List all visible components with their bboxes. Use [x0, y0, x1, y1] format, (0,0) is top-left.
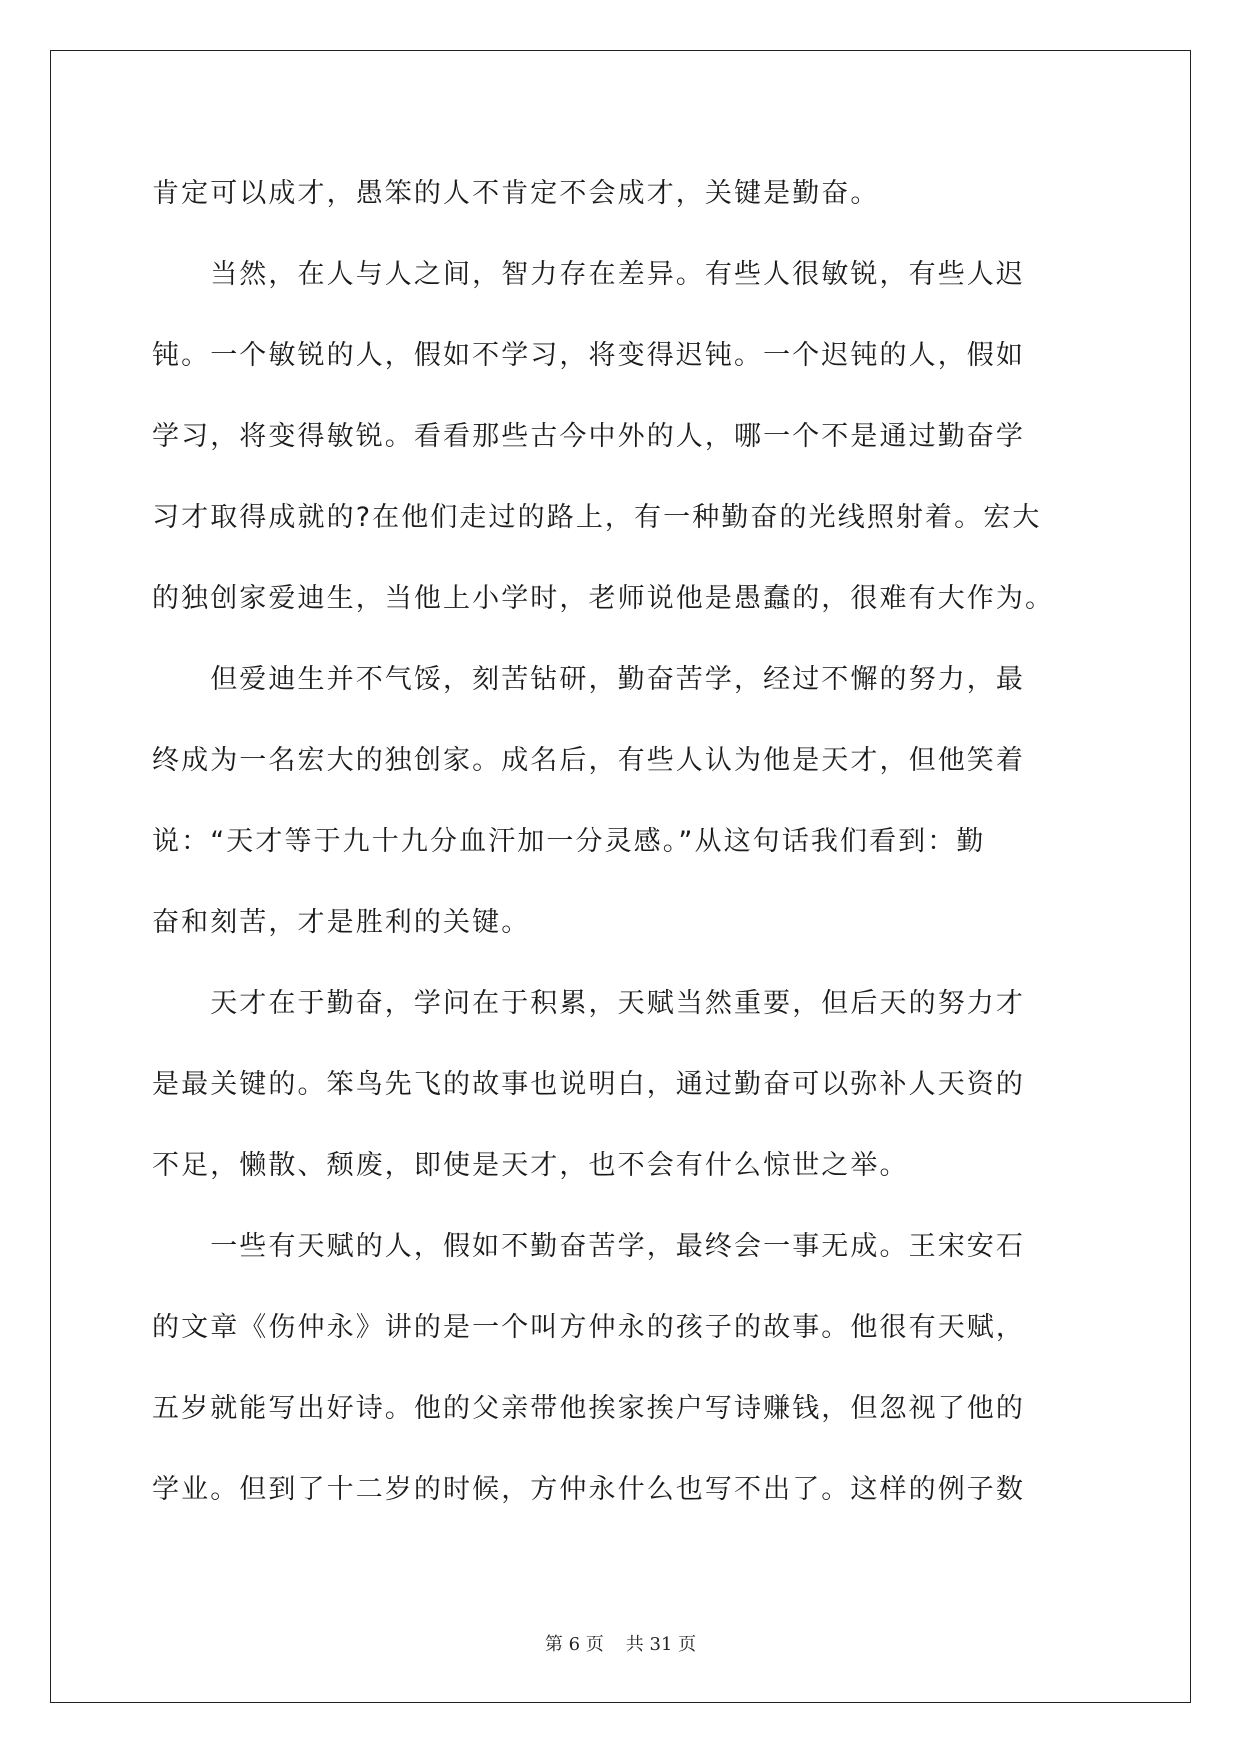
body-line: 天才在于勤奋，学问在于积累，天赋当然重要，但后天的努力才 — [152, 988, 1025, 1019]
body-line: 不足，懒散、颓废，即使是天才，也不会有什么惊世之举。 — [152, 1150, 909, 1181]
body-line: 学习，将变得敏锐。看看那些古今中外的人，哪一个不是通过勤奋学 — [152, 421, 1025, 452]
body-line: 一些有天赋的人，假如不勤奋苦学，最终会一事无成。王宋安石 — [152, 1231, 1025, 1262]
body-line: 五岁就能写出好诗。他的父亲带他挨家挨户写诗赚钱，但忽视了他的 — [152, 1393, 1025, 1424]
body-line: 但爱迪生并不气馁，刻苦钻研，勤奋苦学，经过不懈的努力，最 — [152, 664, 1025, 695]
body-line: 奋和刻苦，才是胜利的关键。 — [152, 907, 531, 938]
page-border — [50, 50, 1191, 1703]
body-line: 的文章《伤仲永》讲的是一个叫方仲永的孩子的故事。他很有天赋， — [152, 1312, 1025, 1343]
page-footer — [0, 1630, 1241, 1656]
page-number: 第 6 页 — [544, 1634, 604, 1655]
body-line: 终成为一名宏大的独创家。成名后，有些人认为他是天才，但他笑着 — [152, 745, 1025, 776]
body-line: 习才取得成就的?在他们走过的路上，有一种勤奋的光线照射着。宏大 — [152, 502, 1042, 533]
body-line: 说：“天才等于九十九分血汗加一分灵感。”从这句话我们看到：勤 — [152, 826, 986, 857]
body-line: 的独创家爱迪生，当他上小学时，老师说他是愚蠢的，很难有大作为。 — [152, 583, 1055, 614]
body-line: 肯定可以成才，愚笨的人不肯定不会成才，关键是勤奋。 — [152, 178, 880, 209]
page-total: 共 31 页 — [625, 1634, 697, 1655]
body-line: 是最关键的。笨鸟先飞的故事也说明白，通过勤奋可以弥补人天资的 — [152, 1069, 1025, 1100]
body-line: 当然，在人与人之间，智力存在差异。有些人很敏锐，有些人迟 — [152, 259, 1025, 290]
body-line: 学业。但到了十二岁的时候，方仲永什么也写不出了。这样的例子数 — [152, 1474, 1025, 1505]
body-line: 钝。一个敏锐的人，假如不学习，将变得迟钝。一个迟钝的人，假如 — [152, 340, 1025, 371]
